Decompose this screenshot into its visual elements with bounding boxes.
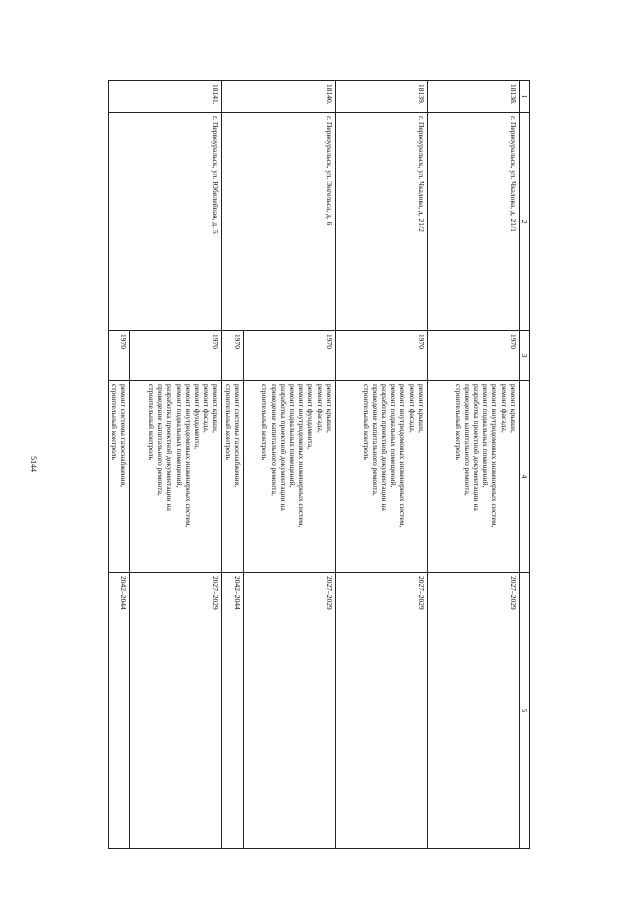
work-item: проведение капитального ремонта, [370, 384, 380, 496]
table-row [243, 81, 335, 849]
header-col-1: 1 [519, 81, 529, 113]
subrow-works [108, 381, 129, 573]
subrow-period: 2042–2044 [108, 573, 129, 849]
row-year: 1970 [335, 331, 427, 381]
work-item: ремонт фундамента, [192, 384, 202, 449]
capital-repair-table [108, 80, 530, 849]
header-col-3: 3 [519, 331, 529, 381]
row-works [130, 381, 222, 573]
work-item: ремонт фундамента, [306, 384, 316, 449]
row-number: 18139. [335, 81, 427, 113]
work-item: ремонт фасада, [407, 384, 417, 433]
work-item: разработка проектной документации на [379, 384, 389, 511]
row-address: г. Первоуральск, ул. Чкалова, д. 21/1 [427, 113, 519, 331]
work-item: разработка проектной документации на [471, 384, 481, 511]
subrow-year: 1970 [222, 331, 243, 381]
header-row [519, 81, 529, 849]
row-number: 18141. [108, 81, 221, 113]
table-row [335, 81, 427, 849]
work-item: ремонт подвальных помещений, [287, 384, 297, 488]
work-item: ремонт системы газоснабжения, [232, 384, 242, 488]
row-address: г. Первоуральск, ул. Энгельса, д. 6 [222, 113, 335, 331]
header-col-4: 4 [519, 381, 529, 573]
row-year: 1970 [243, 331, 335, 381]
work-item: строительный контроль [361, 384, 371, 460]
work-item: ремонт внутридомовых инженерных систем, [183, 384, 193, 528]
table-row [130, 81, 222, 849]
subrow-works [222, 381, 243, 573]
row-works [335, 381, 427, 573]
row-period: 2027–2029 [130, 573, 222, 849]
table-row [427, 81, 519, 849]
subrow-period: 2042–2044 [222, 573, 243, 849]
work-item: проведение капитального ремонта, [156, 384, 166, 496]
row-number: 18140. [222, 81, 335, 113]
row-number: 18138. [427, 81, 519, 113]
work-item: ремонт внутридомовых инженерных систем, [490, 384, 500, 528]
work-item: разработка проектной документации на [165, 384, 175, 511]
work-item: строительный контроль [146, 384, 156, 460]
work-item: ремонт фасада, [202, 384, 212, 433]
work-item: строительный контроль [260, 384, 270, 460]
work-item: ремонт подвальных помещений, [174, 384, 184, 488]
row-period: 2027–2029 [427, 573, 519, 849]
work-item: ремонт внутридомовых инженерных систем, [297, 384, 307, 528]
work-item: проведение капитального ремонта, [269, 384, 279, 496]
work-item: ремонт системы газоснабжения, [119, 384, 129, 488]
work-item: ремонт крыши, [416, 384, 426, 433]
document-table-rotated [88, 80, 530, 848]
work-item: ремонт фасада, [499, 384, 509, 433]
work-item: ремонт внутридомовых инженерных систем, [398, 384, 408, 528]
header-col-2: 2 [519, 113, 529, 331]
subrow-year: 1970 [108, 331, 129, 381]
work-item: ремонт подвальных помещений, [481, 384, 491, 488]
work-item: ремонт крыши, [324, 384, 334, 433]
work-item: разработка проектной документации на [278, 384, 288, 511]
work-item: ремонт крыши, [508, 384, 518, 433]
row-year: 1970 [130, 331, 222, 381]
row-address: г. Первоуральск, ул. Юбилейная, д. 5 [108, 113, 221, 331]
work-item: ремонт фасада, [315, 384, 325, 433]
row-address: г. Первоуральск, ул. Чкалова, д. 21/2 [335, 113, 427, 331]
work-item: строительный контроль [453, 384, 463, 460]
row-year: 1970 [427, 331, 519, 381]
work-item: ремонт подвальных помещений, [389, 384, 399, 488]
header-col-5: 5 [519, 573, 529, 849]
row-works [427, 381, 519, 573]
work-item: строительный контроль [223, 384, 233, 460]
page-number: 5144 [29, 456, 38, 472]
row-works [243, 381, 335, 573]
work-item: проведение капитального ремонта, [462, 384, 472, 496]
work-item: ремонт крыши, [211, 384, 221, 433]
work-item: строительный контроль [110, 384, 120, 460]
row-period: 2027–2029 [335, 573, 427, 849]
row-period: 2027–2029 [243, 573, 335, 849]
